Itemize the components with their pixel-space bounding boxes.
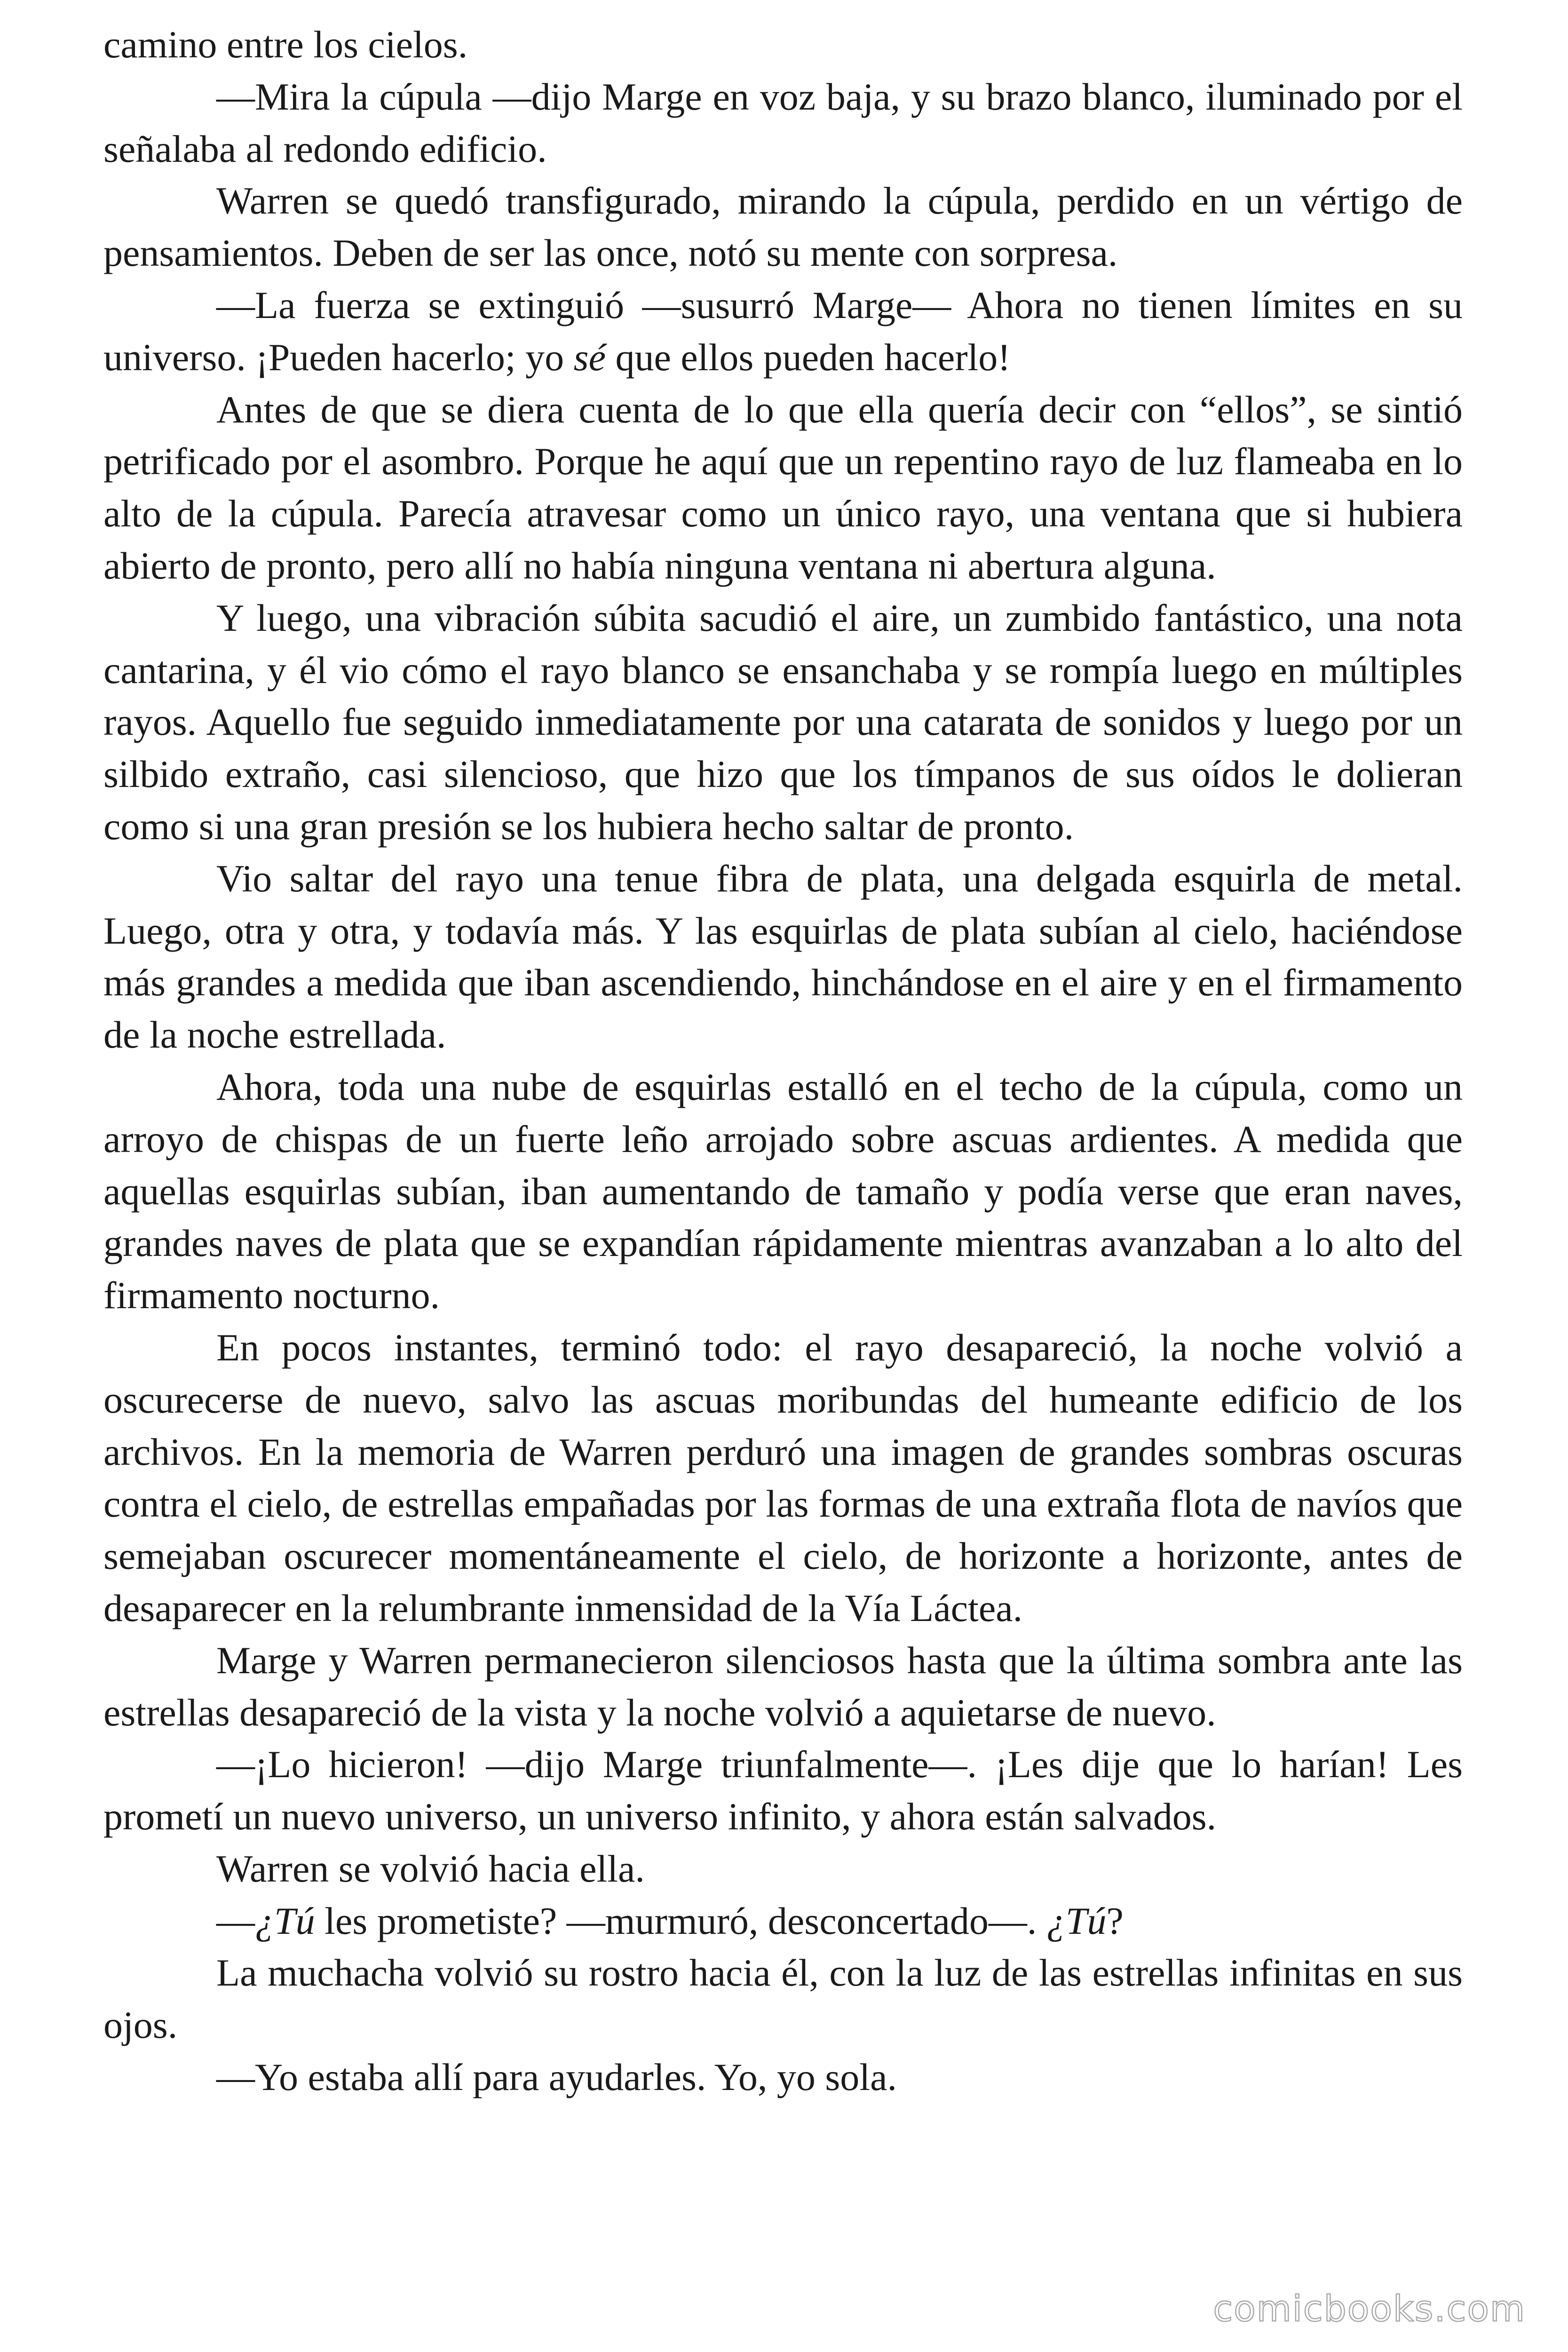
text-segment: —Yo estaba allí para ayudarles. Yo, yo sola.: [216, 2056, 897, 2099]
text-segment: Vio saltar del rayo una tenue fibra de plata, una delgada esquirla de metal. Luego, otra y otra, y todavía más. Y las esquirlas de plata subían al cielo, haciéndose más grandes a medida que iban ascendiendo, hinchándose en el aire y en el firmamento de la noche estrellada.: [103, 857, 1463, 1057]
italic-text: ¿Tú: [1046, 1899, 1107, 1942]
text-segment: —La fuerza se extinguió —susurró Marge— Ahora no tienen límites en su universo. ¡Pueden hacerlo; yo: [103, 283, 1463, 379]
paragraph: [103, 1843, 1463, 1895]
text-segment: —Mira la cúpula —dijo Marge en voz baja, y su brazo blanco, iluminado por el señalaba al redondo edificio.: [103, 75, 1463, 170]
paragraph: [103, 1947, 1463, 2051]
text-segment: camino entre los cielos.: [103, 23, 468, 66]
paragraph: [103, 1739, 1463, 1843]
text-segment: Warren se quedó transfigurado, mirando la cúpula, perdido en un vértigo de pensamientos. Deben de ser las once, notó su mente con sorpresa.: [103, 179, 1463, 275]
text-segment: ?: [1106, 1899, 1124, 1942]
paragraph: [103, 279, 1463, 384]
paragraph: [103, 19, 1463, 71]
paragraph: [103, 1635, 1463, 1739]
text-segment: La muchacha volvió su rostro hacia él, con la luz de las estrellas infinitas en sus ojos.: [103, 1951, 1463, 2047]
italic-text: ¿Tú: [255, 1899, 315, 1942]
text-segment: En pocos instantes, terminó todo: el rayo desapareció, la noche volvió a oscurecerse de nuevo, salvo las ascuas moribundas del humeante edificio de los archivos. En la memoria de Warren perduró una imagen de grandes sombras oscuras contra el cielo, de estrellas empañadas por las formas de una extraña flota de navíos que semejaban oscurecer momentáneamente el cielo, de horizonte a horizonte, antes de desaparecer en la relumbrante inmensidad de la Vía Láctea.: [103, 1326, 1463, 1629]
text-segment: Antes de que se diera cuenta de lo que ella quería decir con “ellos”, se sintió petrificado por el asombro. Porque he aquí que un repentino rayo de luz flameaba en lo alto de la cúpula. Parecía atravesar como un único rayo, una ventana que si hubiera abierto de pronto, pero allí no había ninguna ventana ni abertura alguna.: [103, 388, 1463, 587]
text-segment: que ellos pueden hacerlo!: [605, 335, 1011, 379]
text-segment: —¡Lo hicieron! —dijo Marge triunfalmente—. ¡Les dije que lo harían! Les prometí un nuevo universo, un universo infinito, y ahora están salvados.: [103, 1743, 1463, 1838]
text-segment: —: [216, 1899, 255, 1942]
paragraph: [103, 384, 1463, 592]
paragraph: [103, 592, 1463, 853]
paragraph: [103, 71, 1463, 175]
paragraph: [103, 1322, 1463, 1635]
text-segment: Y luego, una vibración súbita sacudió el aire, un zumbido fantástico, una nota cantarina, y él vio cómo el rayo blanco se ensanchaba y se rompía luego en múltiples rayos. Aquello fue seguido inmediatamente por una catarata de sonidos y luego por un silbido extraño, casi silencioso, que hizo que los tímpanos de sus oídos le dolieran como si una gran presión se los hubiera hecho saltar de pronto.: [103, 596, 1463, 848]
paragraph: [103, 175, 1463, 279]
paragraph: [103, 853, 1463, 1061]
paragraph: [103, 2051, 1463, 2104]
watermark: comicbooks.com: [1213, 2288, 1526, 2329]
italic-text: sé: [573, 335, 606, 379]
paragraph: [103, 1061, 1463, 1322]
text-segment: Warren se volvió hacia ella.: [216, 1847, 645, 1890]
paragraph: [103, 1895, 1463, 1947]
page-body: [103, 19, 1463, 2104]
text-segment: les prometiste? —murmuró, desconcertado—.: [315, 1899, 1046, 1942]
text-segment: Ahora, toda una nube de esquirlas estalló en el techo de la cúpula, como un arroyo de chispas de un fuerte leño arrojado sobre ascuas ardientes. A medida que aquellas esquirlas subían, iban aumentando de tamaño y podía verse que eran naves, grandes naves de plata que se expandían rápidamente mientras avanzaban a lo alto del firmamento nocturno.: [103, 1065, 1463, 1317]
text-segment: Marge y Warren permanecieron silenciosos hasta que la última sombra ante las estrellas desapareció de la vista y la noche volvió a aquietarse de nuevo.: [103, 1638, 1463, 1734]
